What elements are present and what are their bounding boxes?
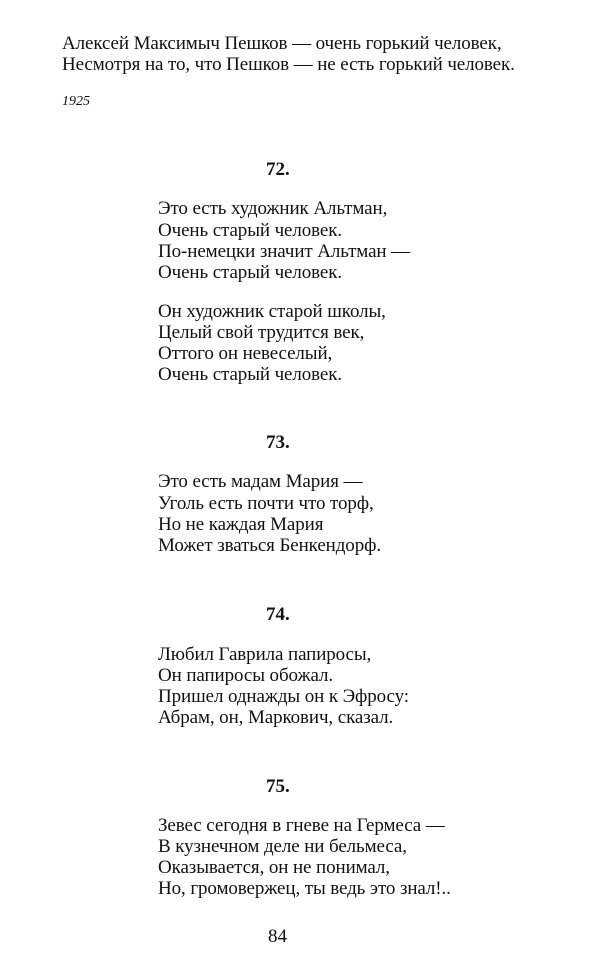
poem-number: 73. [266,432,290,453]
verse-line: Может зваться Бенкендорф. [158,535,381,556]
verse-line: Он художник старой школы, [158,301,386,322]
poem-number: 75. [266,776,290,797]
verse-line: По-немецки значит Альтман — [158,241,411,262]
poem-number: 74. [266,604,290,625]
poem-date: 1925 [62,94,90,109]
verse-line: Алексей Максимыч Пешков — очень горький человек, [62,33,502,54]
verse-line: Любил Гаврила папиросы, [158,644,372,665]
verse-line: Оказывается, он не понимал, [158,857,390,878]
verse-line: Абрам, он, Маркович, сказал. [158,707,394,728]
verse-line: Несмотря на то, что Пешков — не есть горький человек. [62,54,515,75]
verse-line: Целый свой трудится век, [158,322,365,343]
verse-line: Зевес сегодня в гневе на Гермеса — [158,815,445,836]
verse-line: Очень старый человек. [158,220,343,241]
verse-line: Очень старый человек. [158,364,343,385]
verse-line: Он папиросы обожал. [158,665,334,686]
verse-line: Это есть мадам Мария — [158,471,363,492]
poem-number: 72. [266,159,290,180]
verse-line: В кузнечном деле ни бельмеса, [158,836,407,857]
verse-line: Это есть художник Альтман, [158,198,388,219]
verse-line: Очень старый человек. [158,262,343,283]
verse-line: Но не каждая Мария [158,514,324,535]
page-number: 84 [268,926,287,947]
verse-line: Оттого он невеселый, [158,343,333,364]
verse-line: Но, громовержец, ты ведь это знал!.. [158,878,451,899]
verse-line: Пришел однажды он к Эфросу: [158,686,409,707]
verse-line: Уголь есть почти что торф, [158,493,374,514]
